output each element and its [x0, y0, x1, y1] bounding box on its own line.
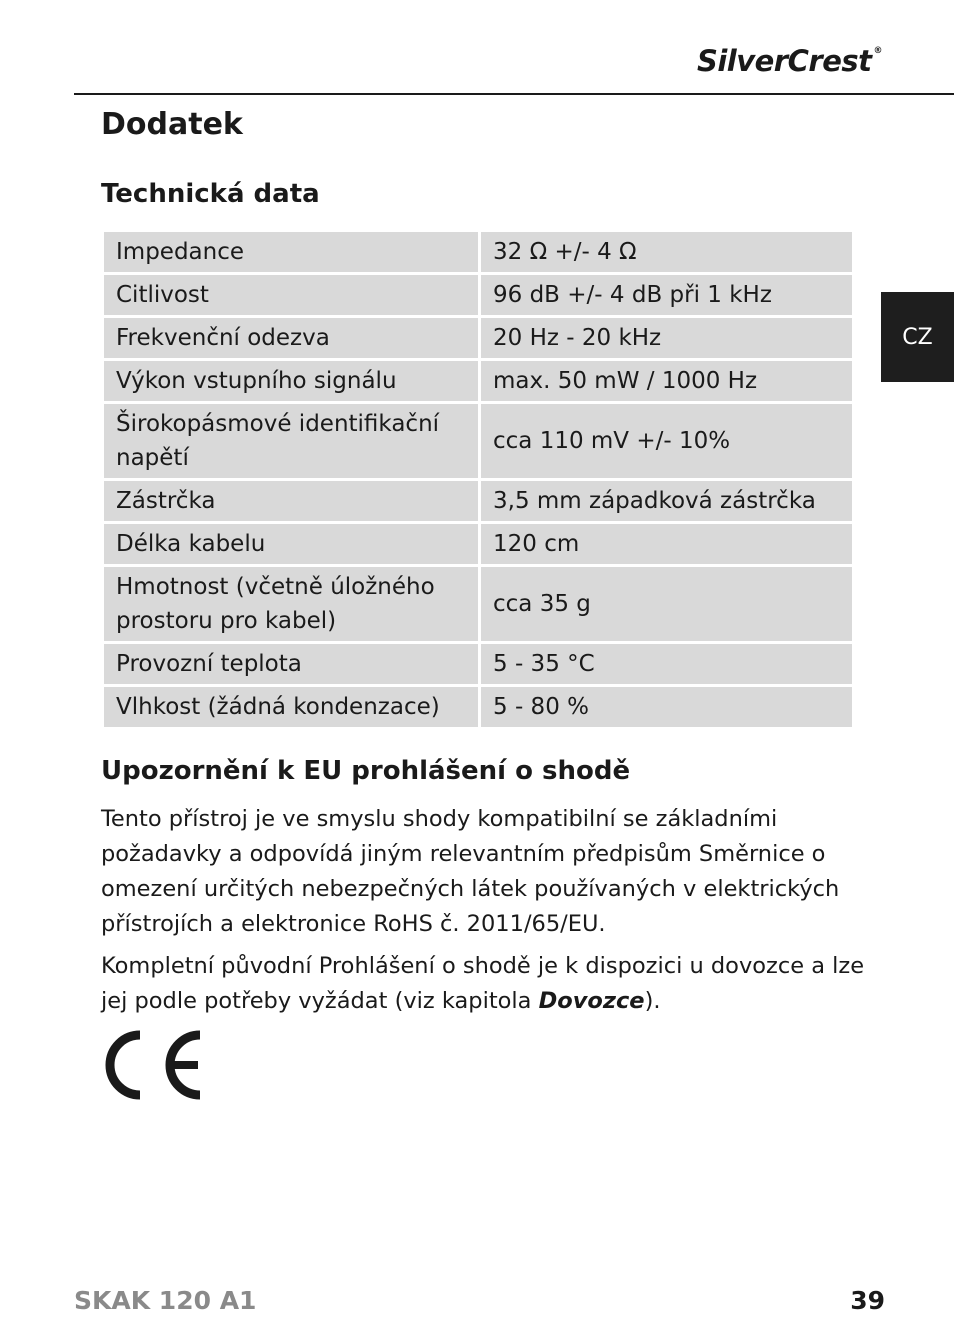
spec-label: Zástrčka	[104, 481, 478, 521]
spec-table	[101, 229, 855, 730]
spec-label: Frekvenční odezva	[104, 318, 478, 358]
spec-label: Citlivost	[104, 275, 478, 315]
spec-row	[104, 232, 852, 272]
spec-value: cca 110 mV +/- 10%	[481, 404, 852, 478]
eu-paragraph-2-end: ).	[644, 988, 661, 1014]
eu-paragraph-2	[101, 949, 871, 1019]
spec-label: Impedance	[104, 232, 478, 272]
eu-paragraph-2-text: Kompletní původní Prohlášení o shodě je k dispozici u dovozce a lze jej podle potřeby vyžádat (viz kapitola	[101, 953, 865, 1014]
spec-label: Provozní teplota	[104, 644, 478, 684]
spec-value: 96 dB +/- 4 dB při 1 kHz	[481, 275, 852, 315]
spec-row	[104, 318, 852, 358]
spec-value: 5 - 80 %	[481, 687, 852, 727]
spec-row	[104, 687, 852, 727]
registered-mark: ®	[873, 46, 882, 56]
eu-paragraph-1: Tento přístroj je ve smyslu shody kompatibilní se základními požadavky a odpovídá jiným relevantním předpisům Směrnice o omezení určitých nebezpečných látek používaných v elektrických přístrojích a elektronice RoHS č. 2011/65/EU.	[101, 806, 840, 937]
model-number: SKAK 120 A1	[74, 1286, 257, 1315]
eu-declaration-heading: Upozornění k EU prohlášení o shodě	[101, 756, 631, 786]
spec-row	[104, 567, 852, 641]
spec-value: 20 Hz - 20 kHz	[481, 318, 852, 358]
spec-value: 5 - 35 °C	[481, 644, 852, 684]
spec-row	[104, 404, 852, 478]
importer-reference: Dovozce	[538, 988, 645, 1014]
spec-label: Výkon vstupního signálu	[104, 361, 478, 401]
spec-row	[104, 481, 852, 521]
ce-mark-icon	[100, 1028, 204, 1102]
page-number: 39	[850, 1286, 885, 1315]
silvercrest-logo	[697, 44, 882, 78]
header-rule	[74, 93, 954, 95]
spec-value: cca 35 g	[481, 567, 852, 641]
spec-value: 3,5 mm západková zástrčka	[481, 481, 852, 521]
spec-value: max. 50 mW / 1000 Hz	[481, 361, 852, 401]
spec-row	[104, 361, 852, 401]
spec-row	[104, 275, 852, 315]
spec-row	[104, 644, 852, 684]
brand-name: SilverCrest	[696, 44, 872, 78]
spec-label: Hmotnost (včetně úložného prostoru pro kabel)	[104, 567, 478, 641]
section-title: Dodatek	[101, 107, 243, 142]
spec-label: Vlhkost (žádná kondenzace)	[104, 687, 478, 727]
tech-data-heading: Technická data	[101, 179, 320, 209]
spec-row	[104, 524, 852, 564]
spec-value: 120 cm	[481, 524, 852, 564]
language-tab: CZ	[881, 292, 954, 382]
spec-label: Širokopásmové identifikační napětí	[104, 404, 478, 478]
spec-label: Délka kabelu	[104, 524, 478, 564]
spec-value: 32 Ω +/- 4 Ω	[481, 232, 852, 272]
